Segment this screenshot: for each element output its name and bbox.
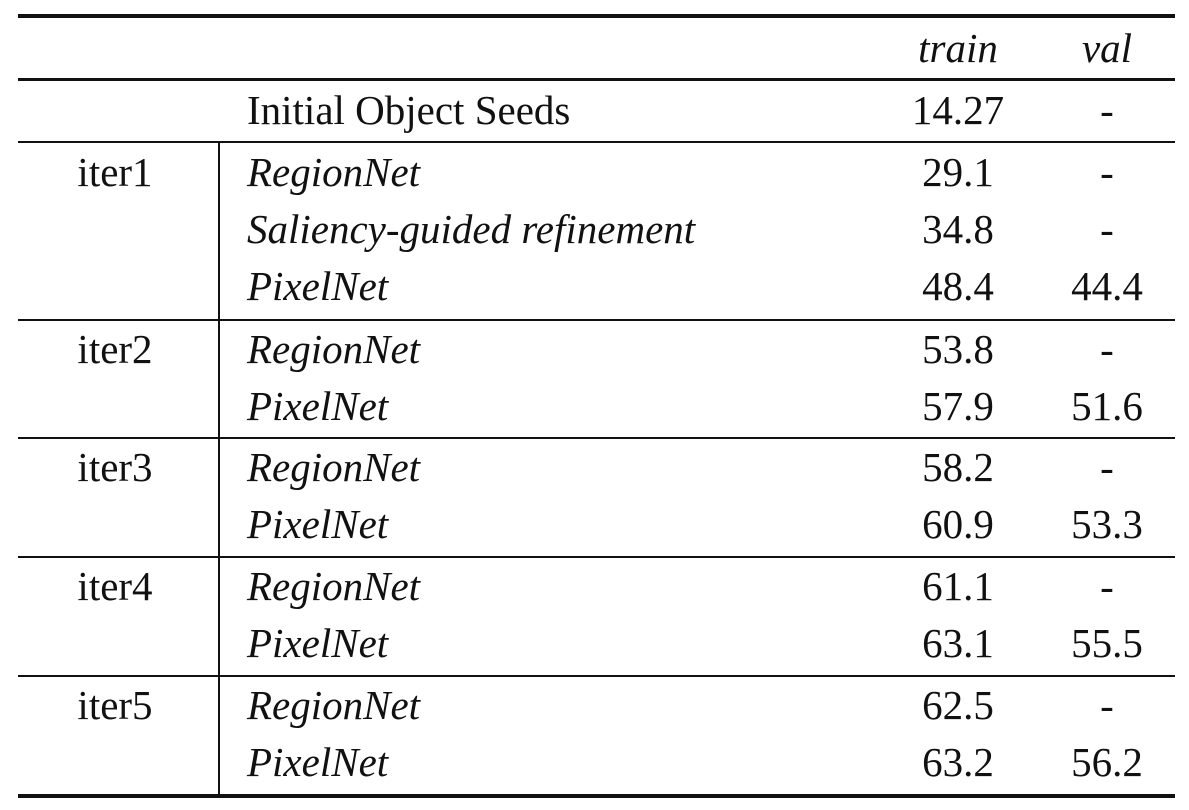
header-train: train	[918, 25, 998, 71]
group-rule-2	[18, 319, 1175, 321]
method-cell: RegionNet	[247, 326, 421, 372]
top-rule	[18, 14, 1175, 18]
group-iter3: iter3	[77, 444, 153, 490]
train-cell: 63.1	[922, 620, 994, 666]
val-cell: 53.3	[1071, 501, 1143, 547]
val-cell: 55.5	[1071, 620, 1143, 666]
seeds-label: Initial Object Seeds	[247, 87, 571, 133]
val-cell: 44.4	[1071, 263, 1143, 309]
header-rule	[18, 78, 1175, 81]
seeds-train: 14.27	[911, 87, 1005, 133]
val-cell: 51.6	[1071, 383, 1143, 429]
train-cell: 48.4	[922, 263, 994, 309]
group-rule-4	[18, 556, 1175, 558]
group-iter5: iter5	[77, 682, 153, 728]
val-cell: -	[1100, 444, 1114, 490]
train-cell: 58.2	[922, 444, 994, 490]
method-cell: RegionNet	[247, 682, 421, 728]
train-cell: 57.9	[922, 383, 994, 429]
group-rule-5	[18, 675, 1175, 677]
train-cell: 62.5	[922, 682, 994, 728]
method-cell: PixelNet	[247, 739, 389, 785]
header-val: val	[1081, 25, 1133, 71]
val-cell: -	[1100, 563, 1114, 609]
group-rule-3	[18, 437, 1175, 439]
group-iter1: iter1	[77, 149, 153, 195]
bottom-rule	[18, 794, 1175, 798]
method-cell: PixelNet	[247, 620, 389, 666]
method-cell: RegionNet	[247, 149, 421, 195]
seeds-val: -	[1100, 87, 1114, 133]
val-cell: -	[1100, 206, 1114, 252]
train-cell: 53.8	[922, 326, 994, 372]
train-cell: 61.1	[922, 563, 994, 609]
val-cell: -	[1100, 149, 1114, 195]
group-rule-1	[18, 141, 1175, 143]
val-cell: 56.2	[1071, 739, 1143, 785]
train-cell: 63.2	[922, 739, 994, 785]
group-iter4: iter4	[77, 563, 153, 609]
train-cell: 29.1	[922, 149, 994, 195]
train-cell: 34.8	[922, 206, 994, 252]
method-cell: PixelNet	[247, 501, 389, 547]
train-cell: 60.9	[922, 501, 994, 547]
method-cell: RegionNet	[247, 444, 421, 490]
method-cell: PixelNet	[247, 383, 389, 429]
method-cell: RegionNet	[247, 563, 421, 609]
method-cell: PixelNet	[247, 263, 389, 309]
val-cell: -	[1100, 326, 1114, 372]
group-divider	[218, 142, 220, 796]
val-cell: -	[1100, 682, 1114, 728]
method-cell: Saliency-guided refinement	[247, 206, 696, 252]
group-iter2: iter2	[77, 326, 153, 372]
